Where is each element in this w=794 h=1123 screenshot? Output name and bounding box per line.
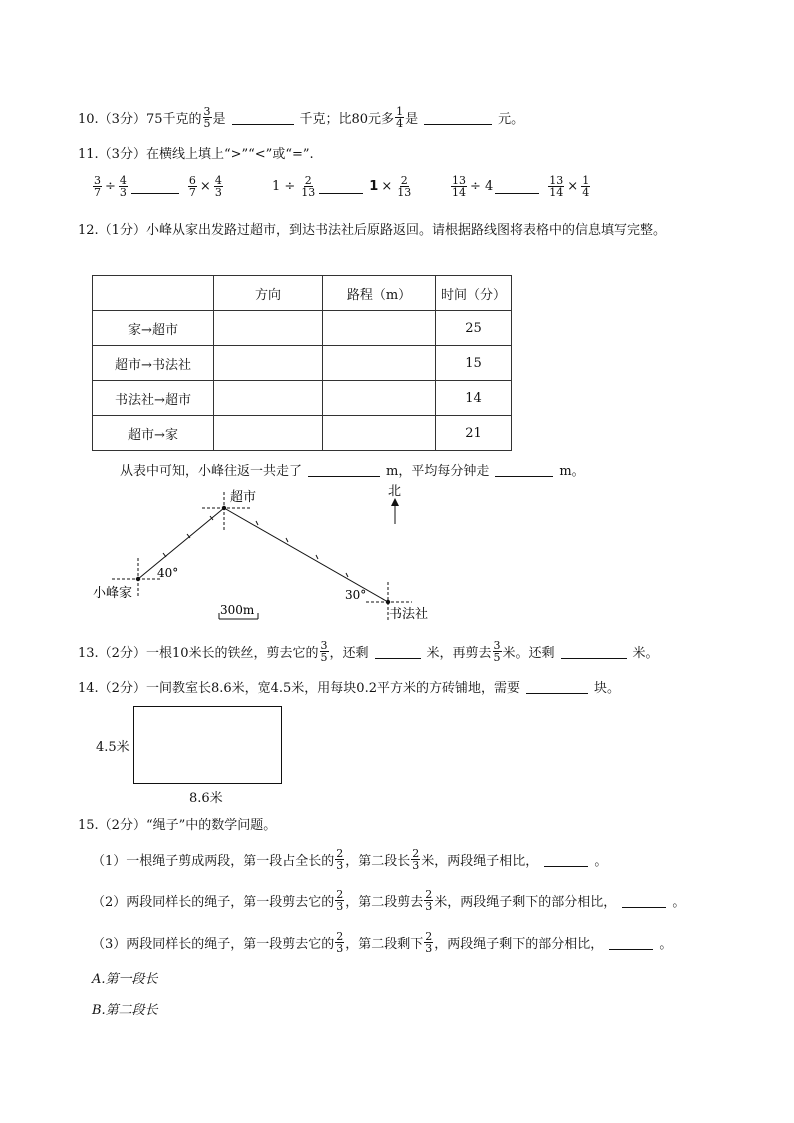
home-label: 小峰家 [93, 586, 133, 601]
answer-blank[interactable] [561, 644, 627, 659]
question-10 [78, 106, 524, 128]
answer-blank[interactable] [495, 179, 539, 194]
time-cell: 15 [436, 346, 512, 381]
q10-text: 元。 [498, 111, 525, 127]
fraction: $\frac{1}{4}$ [396, 104, 404, 130]
answer-blank[interactable] [526, 679, 588, 694]
q11-expression-1: $\frac{3}{7}$ ÷ $\frac{4}{3}$ $\frac{6}{7}$ × $\frac{4}{3}$ [94, 173, 222, 199]
answer-blank[interactable] [544, 852, 588, 867]
q15-part-3: （3）两段同样长的绳子，第一段剪去它的 $\frac{2}{3}$ ，第二段剩下 $\frac{2}{3}$ ，两段绳子剩下的部分相比， 。 [92, 929, 673, 955]
question-14: 14.（2分）一间教室长8.6米，宽4.5米，用每块0.2平方米的方砖铺地，需要 块。 [78, 680, 620, 696]
answer-blank[interactable] [308, 462, 380, 477]
direction-input-cell[interactable] [214, 416, 323, 451]
route-table [92, 275, 512, 451]
route-cell: 书法社→超市 [93, 381, 214, 416]
option-b[interactable]: B.第二段长 [92, 1003, 158, 1018]
route-cell: 家→超市 [93, 311, 214, 346]
angle-label-30: 30° [345, 588, 367, 602]
q10-text: 千克；比80元多 [299, 111, 395, 127]
direction-input-cell[interactable] [214, 381, 323, 416]
club-point [386, 600, 390, 604]
header-cell [93, 276, 214, 311]
answer-blank[interactable] [495, 462, 553, 477]
market-label: 超市 [230, 490, 257, 505]
direction-input-cell[interactable] [214, 311, 323, 346]
width-label: 4.5米 [96, 740, 130, 755]
answer-blank[interactable] [424, 110, 492, 125]
answer-blank[interactable] [319, 179, 363, 194]
club-label: 书法社 [389, 607, 429, 622]
answer-blank[interactable] [609, 935, 653, 950]
q11-expression-3: $\frac{13}{14}$ ÷ 4 $\frac{13}{14}$ × $\frac{1}{4}$ [452, 173, 590, 199]
q15-part-2: （2）两段同样长的绳子，第一段剪去它的 $\frac{2}{3}$ ，第二段剪去 $\frac{2}{3}$ 米，两段绳子剩下的部分相比， 。 [92, 887, 686, 913]
question-12-title: 12.（1分）小峰从家出发路过超市，到达书法社后原路返回。请根据路线图将表格中的信息填写完整。 [78, 222, 666, 238]
angle-label-40: 40° [157, 566, 179, 580]
q10-text: 是 [212, 111, 226, 127]
q11-expression-2: 1 ÷ $\frac{2}{13}$ 1 × $\frac{2}{13}$ [272, 173, 412, 199]
route-cell: 超市→书法社 [93, 346, 214, 381]
route-cell: 超市→家 [93, 416, 214, 451]
q10-text-pre: 10.（3分）75千克的 [78, 111, 202, 127]
home-point [136, 577, 140, 581]
option-a[interactable]: A.第一段长 [92, 972, 158, 987]
header-cell: 路程（m） [323, 276, 436, 311]
table-row [93, 346, 512, 381]
scale-label: 300m [220, 603, 255, 617]
fraction: $\frac{3}{5}$ [203, 104, 211, 130]
table-row [93, 311, 512, 346]
q10-text: 是 [405, 111, 419, 127]
question-13: 13.（2分）一根10米长的铁丝，剪去它的 $\frac{3}{5}$ ，还剩 米，再剪去 $\frac{3}{5}$ 米。还剩 米。 [78, 638, 659, 664]
distance-input-cell[interactable] [323, 311, 436, 346]
answer-blank[interactable] [232, 110, 294, 125]
direction-input-cell[interactable] [214, 346, 323, 381]
time-cell: 14 [436, 381, 512, 416]
question-15-title: 15.（2分）“绳子”中的数学问题。 [78, 817, 277, 833]
question-11-title: 11.（3分）在横线上填上“>”“<”或“=”. [78, 146, 314, 162]
answer-blank[interactable] [131, 179, 179, 194]
route-map [0, 480, 794, 630]
header-cell: 时间（分） [436, 276, 512, 311]
north-label: 北 [388, 484, 402, 499]
table-row [93, 416, 512, 451]
time-cell: 21 [436, 416, 512, 451]
table-row [93, 381, 512, 416]
time-cell: 25 [436, 311, 512, 346]
market-point [222, 506, 226, 510]
length-label: 8.6米 [189, 791, 223, 806]
answer-blank[interactable] [622, 893, 666, 908]
distance-input-cell[interactable] [323, 416, 436, 451]
route-home-market [138, 508, 224, 579]
classroom-rectangle [133, 706, 282, 784]
header-cell: 方向 [214, 276, 323, 311]
distance-input-cell[interactable] [323, 346, 436, 381]
q12-summary: 从表中可知，小峰往返一共走了 m，平均每分钟走 m。 [120, 463, 585, 479]
table-header-row [93, 276, 512, 311]
north-arrow-icon [391, 498, 399, 506]
q15-part-1: （1）一根绳子剪成两段，第一段占全长的 $\frac{2}{3}$ ，第二段长 $\frac{2}{3}$ 米，两段绳子相比， 。 [92, 846, 608, 872]
answer-blank[interactable] [375, 644, 421, 659]
distance-input-cell[interactable] [323, 381, 436, 416]
